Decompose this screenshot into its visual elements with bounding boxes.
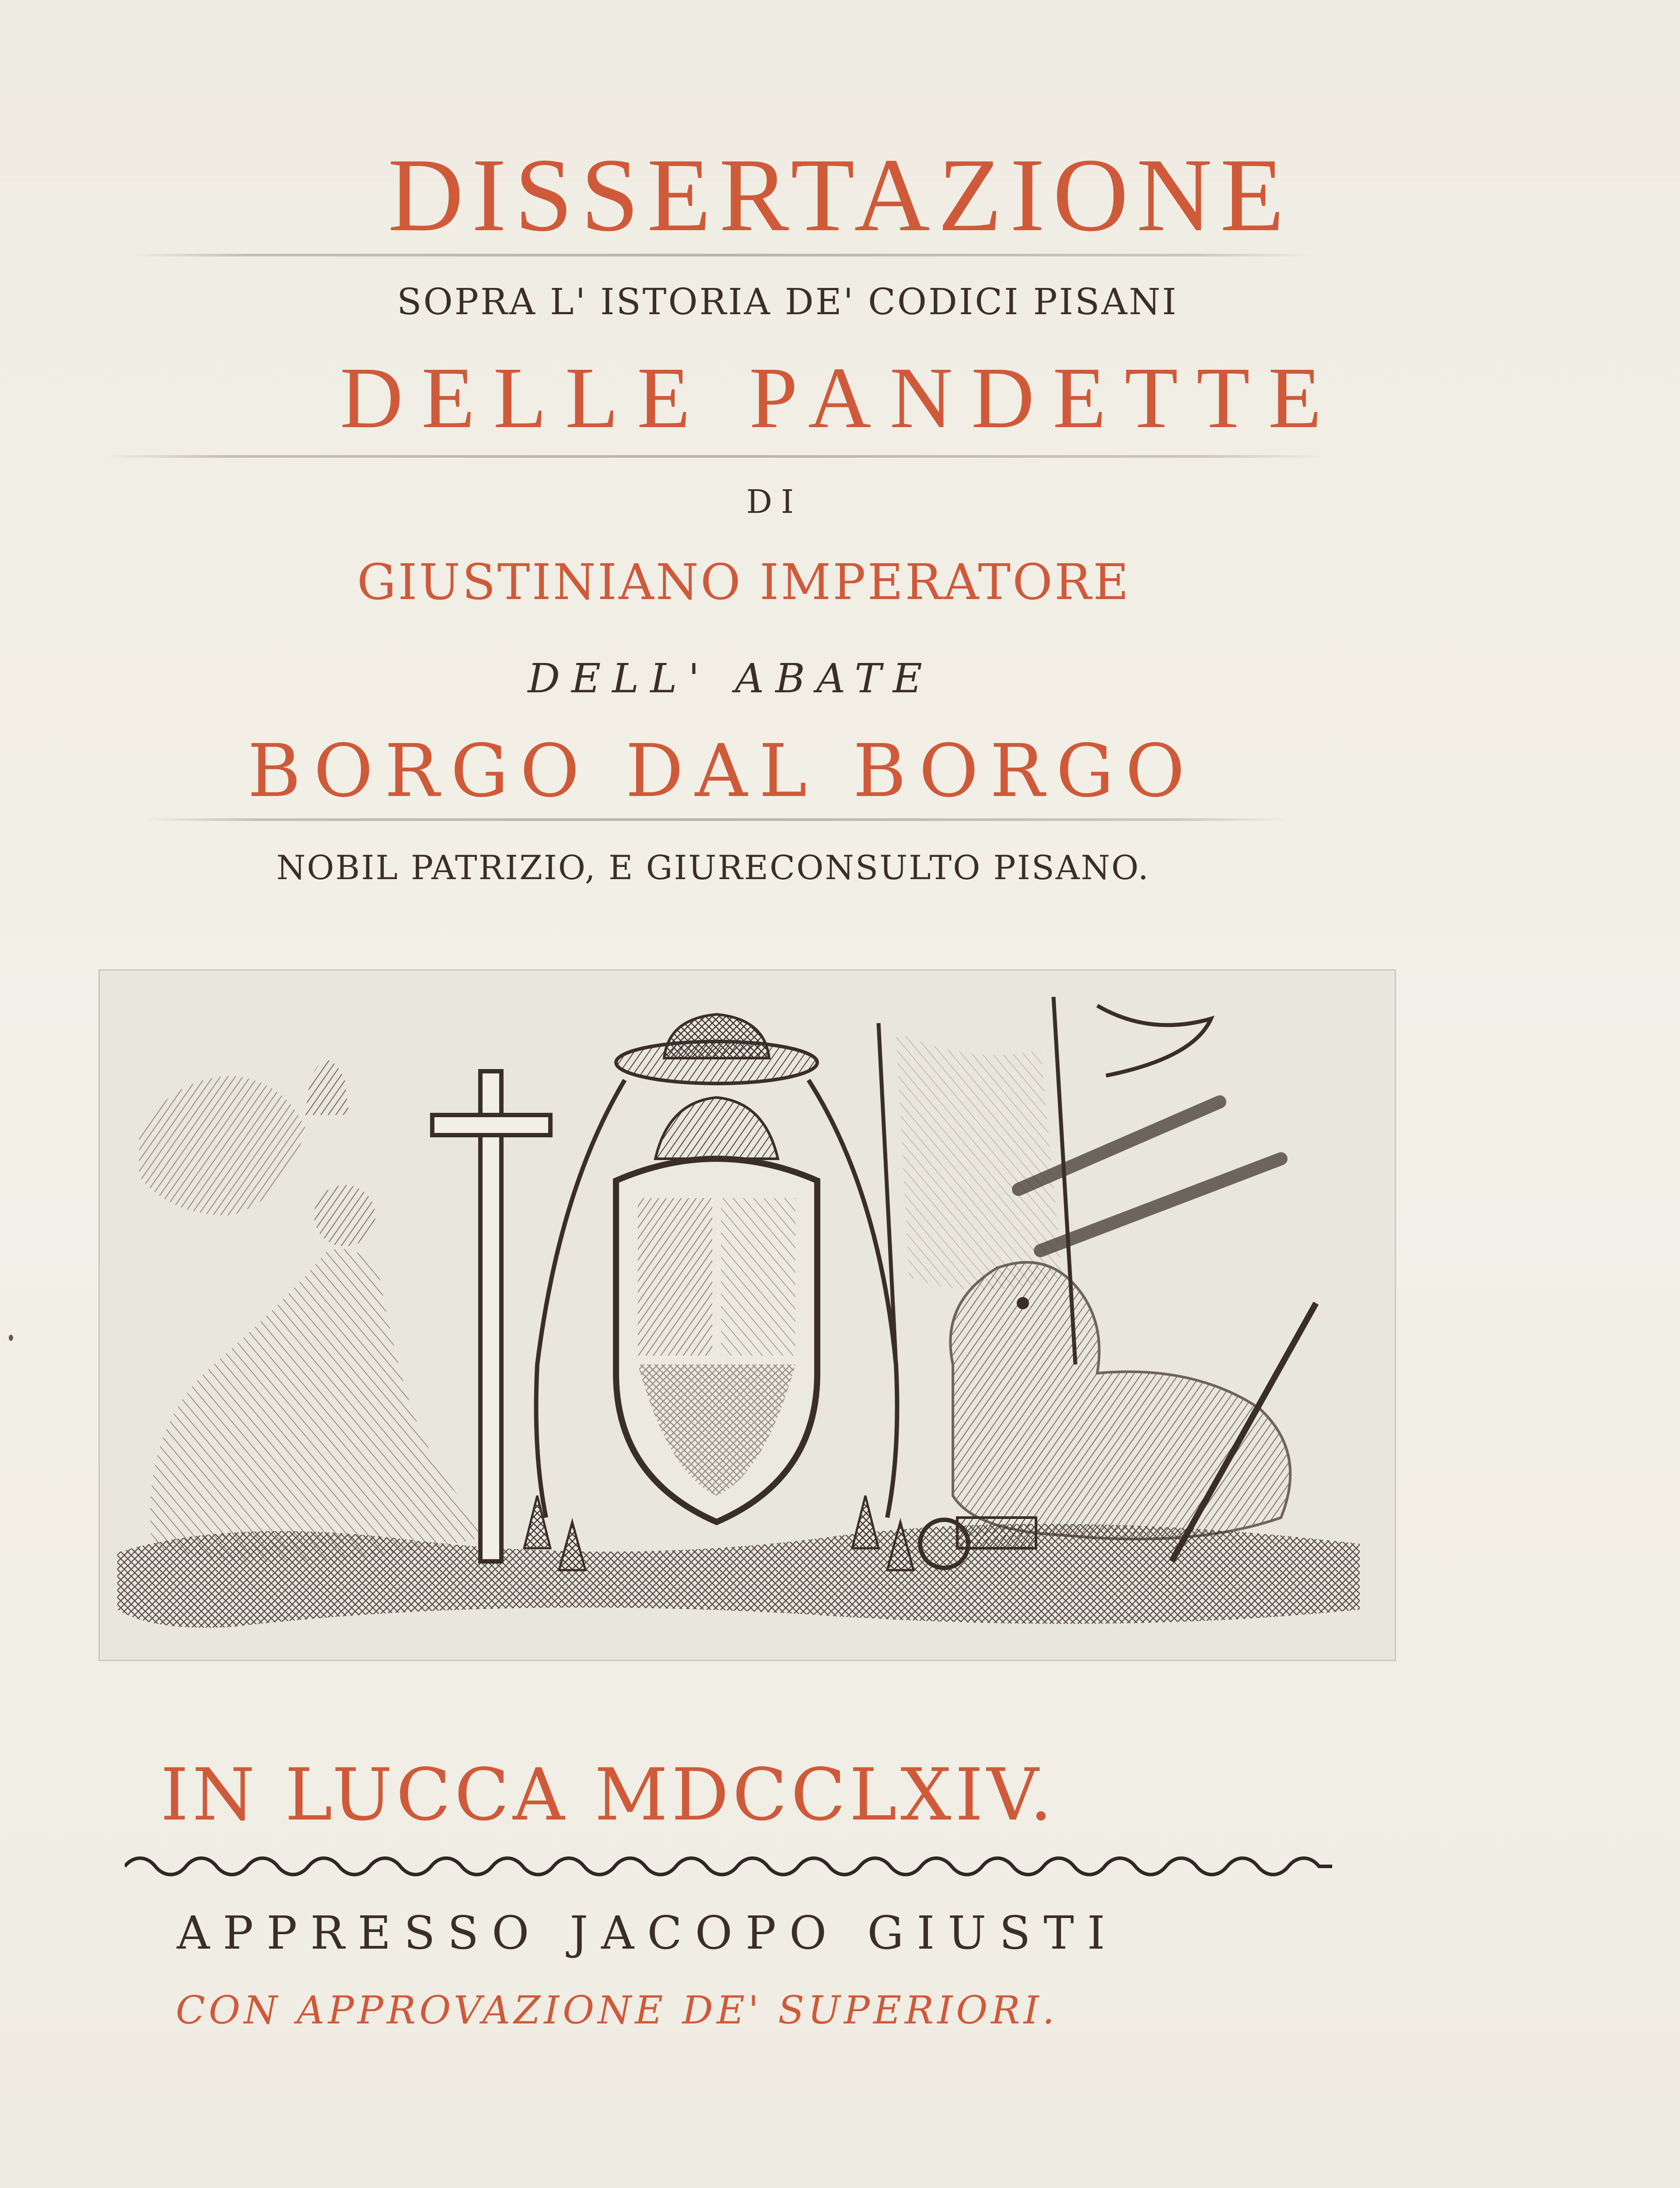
printer-line: APPRESSO JACOPO GIUSTI bbox=[177, 1906, 1118, 1960]
title-line-1: DISSERTAZIONE bbox=[388, 137, 1292, 253]
ink-speck bbox=[9, 1335, 13, 1341]
subtitle-line: SOPRA L' ISTORIA DE' CODICI PISANI bbox=[397, 281, 1178, 323]
title-line-3: GIUSTINIANO IMPERATORE bbox=[357, 554, 1131, 611]
title-line-2: DELLE PANDETTE bbox=[340, 350, 1340, 446]
author-prefix: DELL' ABATE bbox=[528, 655, 934, 702]
author-description: NOBIL PATRIZIO, E GIURECONSULTO PISANO. bbox=[276, 848, 1150, 887]
divider-rule-1 bbox=[131, 254, 1312, 256]
connector-di: DI bbox=[746, 483, 803, 521]
approval-line: CON APPROVAZIONE DE' SUPERIORI. bbox=[175, 1988, 1058, 2033]
place-and-date: IN LUCCA MDCCLXIV. bbox=[160, 1753, 1056, 1837]
divider-rule-2 bbox=[105, 455, 1326, 458]
author-name: BORGO DAL BORGO bbox=[247, 729, 1197, 813]
ornamental-chain-divider-icon bbox=[125, 1853, 1334, 1879]
coat-of-arms-engraving-icon bbox=[98, 969, 1396, 1661]
divider-rule-3 bbox=[144, 818, 1291, 821]
